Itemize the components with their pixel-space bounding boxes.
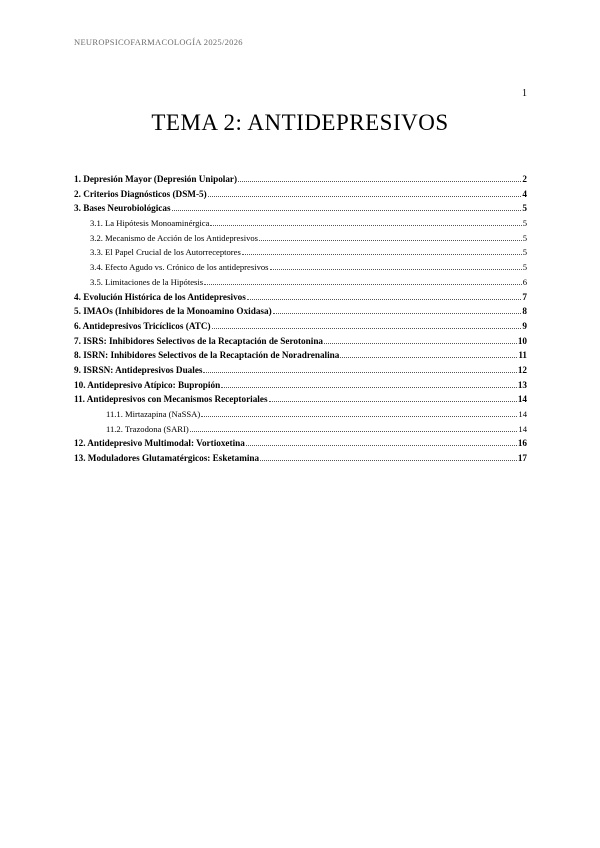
page-number: 1 — [522, 88, 527, 99]
toc-entry-page: 5 — [522, 262, 527, 273]
toc-entry-label: 13. Moduladores Glutamatérgicos: Esketamina — [74, 453, 260, 464]
toc-entry-page: 5 — [522, 218, 527, 229]
toc-entry[interactable] — [74, 394, 527, 409]
dot-leader — [208, 196, 522, 197]
toc-entry-page: 12 — [517, 364, 527, 375]
toc-entry[interactable] — [74, 218, 527, 233]
dot-leader — [212, 328, 522, 329]
dot-leader — [204, 284, 522, 285]
dot-leader — [260, 460, 517, 461]
toc-entry[interactable] — [74, 438, 527, 453]
dot-leader — [273, 313, 522, 314]
table-of-contents — [74, 174, 527, 468]
dot-leader — [203, 372, 516, 373]
toc-entry-page: 14 — [518, 409, 527, 419]
toc-entry[interactable] — [74, 424, 527, 439]
toc-entry[interactable] — [74, 380, 527, 395]
toc-entry-page: 5 — [522, 247, 527, 258]
toc-entry-page: 4 — [522, 188, 527, 199]
toc-entry-label: 3. Bases Neurobiológicas — [74, 203, 171, 214]
toc-entry-page: 2 — [522, 174, 527, 184]
dot-leader — [340, 357, 517, 358]
toc-entry[interactable] — [74, 453, 527, 468]
toc-entry-page: 11 — [518, 350, 527, 361]
toc-entry[interactable] — [74, 233, 527, 248]
toc-entry[interactable] — [74, 409, 527, 424]
toc-entry-label: 11.2. Trazodona (SARI) — [106, 423, 189, 434]
toc-entry[interactable] — [74, 336, 527, 351]
toc-entry[interactable] — [74, 321, 527, 336]
toc-entry-page: 14 — [518, 423, 527, 434]
toc-entry-label: 2. Criterios Diagnósticos (DSM-5) — [74, 188, 207, 199]
toc-entry-label: 1. Depresión Mayor (Depresión Unipolar) — [74, 174, 238, 184]
toc-entry[interactable] — [74, 350, 527, 365]
dot-leader — [246, 445, 517, 446]
toc-entry-page: 17 — [517, 453, 527, 464]
document-title: TEMA 2: ANTIDEPRESIVOS — [151, 110, 449, 135]
dot-leader — [324, 343, 517, 344]
toc-entry[interactable] — [74, 262, 527, 277]
toc-entry-page: 8 — [522, 306, 527, 317]
toc-entry-label: 11. Antidepresivos con Mecanismos Receptoriales — [74, 394, 268, 405]
toc-entry-label: 8. ISRN: Inhibidores Selectivos de la Recaptación de Noradrenalina — [74, 350, 340, 361]
toc-entry-label: 3.4. Efecto Agudo vs. Crónico de los antidepresivos — [90, 262, 269, 273]
toc-entry-label: 9. ISRSN: Antidepresivos Duales — [74, 364, 203, 375]
toc-entry-label: 7. ISRS: Inhibidores Selectivos de la Recaptación de Serotonina — [74, 335, 324, 346]
toc-entry-label: 3.2. Mecanismo de Acción de los Antidepresivos — [90, 232, 259, 243]
toc-entry-page: 9 — [522, 320, 527, 331]
dot-leader — [269, 401, 517, 402]
toc-entry[interactable] — [74, 277, 527, 292]
toc-entry-label: 3.3. El Papel Crucial de los Autorreceptores — [90, 247, 241, 258]
toc-entry-page: 14 — [517, 394, 527, 405]
toc-entry-label: 3.1. La Hipótesis Monoaminérgica — [90, 218, 210, 229]
toc-entry-page: 7 — [522, 291, 527, 302]
toc-entry-page: 6 — [522, 276, 527, 287]
toc-entry-page: 5 — [522, 232, 527, 243]
dot-leader — [172, 210, 522, 211]
toc-entry-page: 10 — [517, 335, 527, 346]
toc-entry[interactable] — [74, 203, 527, 218]
toc-entry[interactable] — [74, 306, 527, 321]
running-header: NEUROPSICOFARMACOLOGÍA 2025/2026 — [74, 37, 243, 47]
toc-entry-label: 6. Antidepresivos Tricíclicos (ATC) — [74, 320, 211, 331]
toc-entry[interactable] — [74, 365, 527, 380]
dot-leader — [242, 254, 522, 255]
toc-entry-page: 16 — [517, 438, 527, 449]
dot-leader — [210, 225, 521, 226]
toc-entry-page: 13 — [517, 379, 527, 390]
dot-leader — [190, 431, 518, 432]
dot-leader — [238, 181, 521, 182]
toc-entry-label: 11.1. Mirtazapina (NaSSA) — [106, 409, 201, 419]
toc-entry[interactable] — [74, 189, 527, 204]
dot-leader — [259, 240, 522, 241]
toc-entry-page: 5 — [522, 203, 527, 214]
toc-entry-label: 10. Antidepresivo Atípico: Bupropión — [74, 379, 221, 390]
dot-leader — [201, 416, 517, 417]
toc-entry-label: 12. Antidepresivo Multimodal: Vortioxetina — [74, 438, 245, 449]
toc-entry-label: 4. Evolución Histórica de los Antidepresivos — [74, 291, 246, 302]
toc-entry-label: 5. IMAOs (Inhibidores de la Monoamino Oxidasa) — [74, 306, 272, 317]
dot-leader — [247, 299, 522, 300]
toc-entry[interactable] — [74, 292, 527, 307]
toc-entry[interactable] — [74, 174, 527, 189]
toc-entry-label: 3.5. Limitaciones de la Hipótesis — [90, 276, 204, 287]
toc-entry[interactable] — [74, 247, 527, 262]
dot-leader — [221, 387, 517, 388]
dot-leader — [270, 269, 522, 270]
